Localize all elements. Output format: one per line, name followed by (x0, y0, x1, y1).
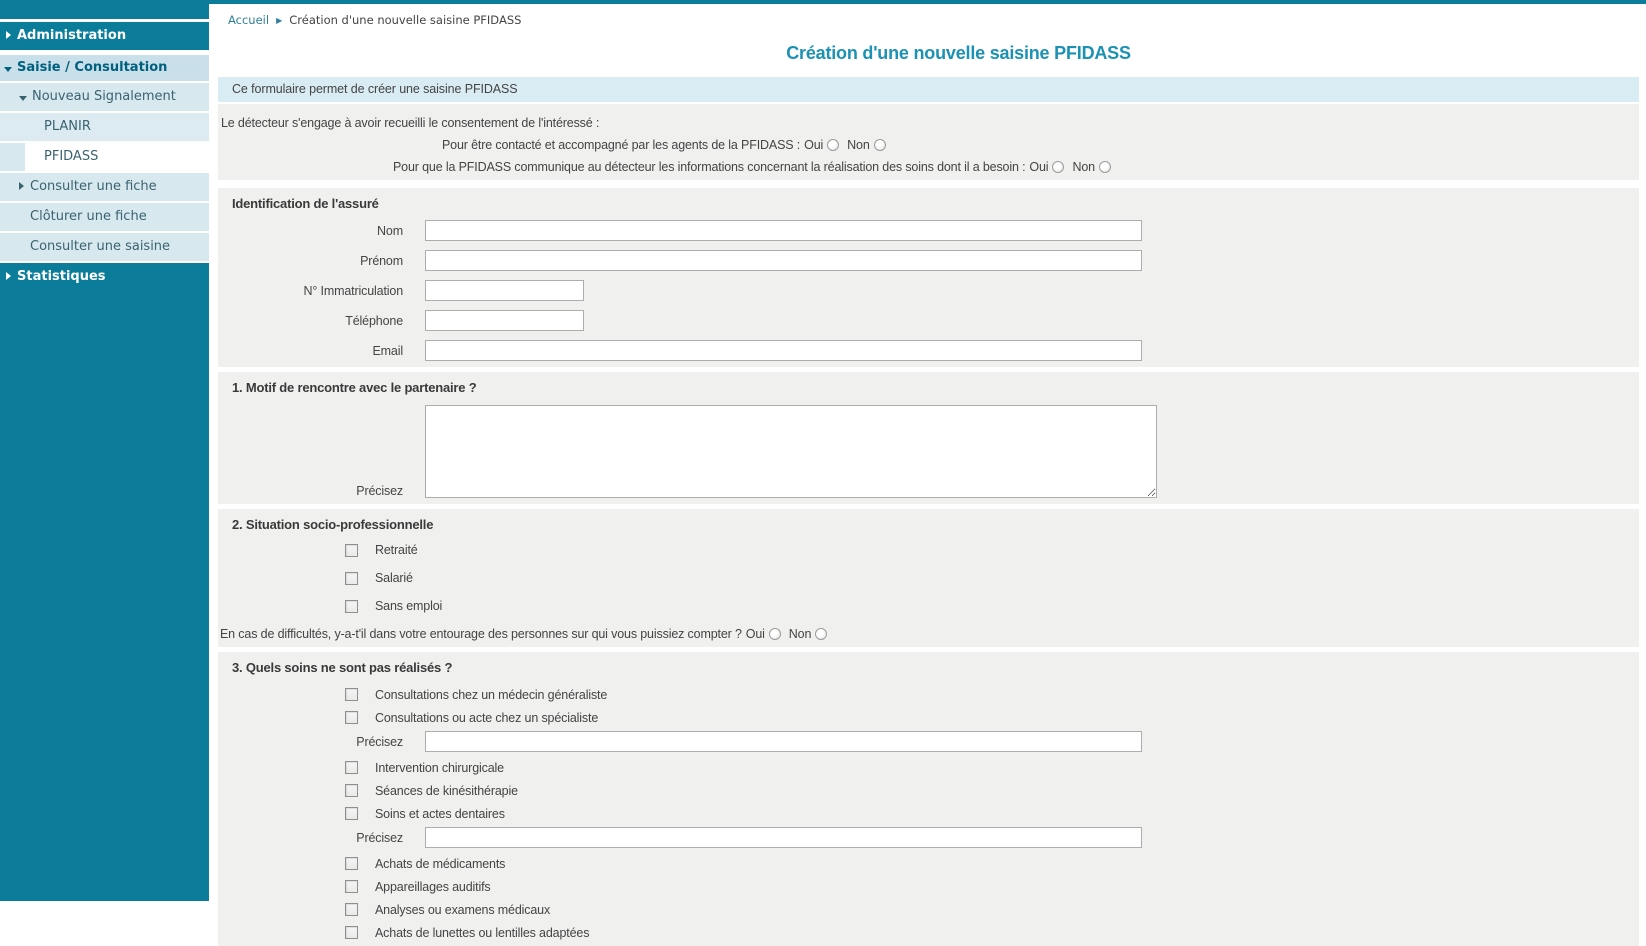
chevron-down-icon (19, 96, 27, 101)
specialiste-checkbox[interactable] (345, 711, 358, 724)
sidebar-item-consulter-une-fiche[interactable]: Consulter une fiche (0, 173, 209, 201)
breadcrumb-separator-icon: ▶ (276, 16, 283, 25)
non-label: Non (847, 138, 870, 152)
precisez-row-dentaires (218, 827, 1639, 848)
chevron-right-icon (19, 182, 24, 190)
situation-section (218, 509, 1639, 647)
sidebar-header-block (0, 4, 209, 22)
email-label: Email (372, 343, 403, 358)
generaliste-checkbox[interactable] (345, 688, 358, 701)
salarie-label: Salarié (375, 571, 413, 585)
dentaires-checkbox[interactable] (345, 807, 358, 820)
consent-line-contact (218, 138, 1639, 152)
sidebar-item-planir[interactable]: PLANIR (0, 113, 209, 141)
lunettes-label: Achats de lunettes ou lentilles adaptées (375, 925, 590, 940)
page-title: Création d'une nouvelle saisine PFIDASS (786, 43, 1131, 63)
consent-line-contact-text: Pour être contacté et accompagné par les agents de la PFIDASS : (442, 138, 801, 152)
analyses-label: Analyses ou examens médicaux (375, 902, 551, 917)
checkbox-row-analyses (218, 902, 1639, 917)
nom-field[interactable] (425, 220, 1142, 241)
field-row-nom (218, 220, 1639, 241)
breadcrumb (218, 4, 1639, 27)
motif-textarea-row (218, 405, 1639, 498)
chevron-right-icon (6, 272, 11, 280)
sidebar-filler (0, 291, 209, 901)
entourage-question (218, 626, 1639, 641)
info-banner: Ce formulaire permet de créer une saisine PFIDASS (218, 77, 1639, 102)
lunettes-checkbox[interactable] (345, 926, 358, 939)
main-content (218, 4, 1639, 940)
consent-line-communication (218, 160, 1639, 174)
sans-emploi-label: Sans emploi (375, 599, 443, 613)
motif-header: 1. Motif de rencontre avec le partenaire ? (232, 380, 477, 395)
motif-textarea[interactable] (425, 405, 1157, 498)
checkbox-row-retraite (218, 542, 1639, 558)
field-row-email (218, 340, 1639, 361)
specialiste-label: Consultations ou acte chez un spécialiste (375, 710, 599, 725)
sidebar-item-pfidass-row (0, 143, 209, 171)
soins-header: 3. Quels soins ne sont pas réalisés ? (232, 660, 453, 675)
auditifs-checkbox[interactable] (345, 880, 358, 893)
checkbox-row-medicaments (218, 856, 1639, 871)
checkbox-row-dentaires (218, 806, 1639, 821)
identification-section (218, 188, 1639, 367)
sidebar-item-cloturer-une-fiche[interactable]: Clôturer une fiche (0, 203, 209, 231)
prenom-label: Prénom (360, 253, 403, 268)
dentaires-label: Soins et actes dentaires (375, 806, 505, 821)
precisez-label: Précisez (356, 830, 403, 845)
checkbox-row-auditifs (218, 879, 1639, 894)
generaliste-label: Consultations chez un médecin généraliste (375, 687, 608, 702)
chirurgicale-label: Intervention chirurgicale (375, 760, 504, 775)
radio-entourage-oui[interactable] (769, 628, 781, 640)
soins-section (218, 652, 1639, 946)
sans-emploi-checkbox[interactable] (345, 600, 358, 613)
salarie-checkbox[interactable] (345, 572, 358, 585)
radio-communication-non[interactable] (1099, 161, 1111, 173)
telephone-label: Téléphone (345, 313, 403, 328)
oui-label: Oui (1029, 160, 1049, 174)
auditifs-label: Appareillages auditifs (375, 879, 491, 894)
retraite-label: Retraité (375, 543, 418, 557)
sidebar-item-saisie-consultation[interactable]: Saisie / Consultation (0, 55, 209, 81)
checkbox-row-generaliste (218, 687, 1639, 702)
radio-contact-oui[interactable] (827, 139, 839, 151)
chirurgicale-checkbox[interactable] (345, 761, 358, 774)
consent-intro-text: Le détecteur s'engage à avoir recueilli le consentement de l'intéressé : (221, 116, 600, 130)
sidebar (0, 4, 209, 901)
checkbox-row-lunettes (218, 925, 1639, 940)
immatriculation-field[interactable] (425, 280, 584, 301)
sidebar-item-pfidass-selected[interactable]: PFIDASS (25, 143, 209, 171)
field-row-immatriculation (218, 280, 1639, 301)
consent-section (218, 104, 1639, 180)
email-field[interactable] (425, 340, 1142, 361)
telephone-field[interactable] (425, 310, 584, 331)
breadcrumb-home-link[interactable]: Accueil (228, 13, 270, 27)
identification-header: Identification de l'assuré (232, 196, 379, 211)
non-label: Non (788, 626, 812, 641)
breadcrumb-current: Création d'une nouvelle saisine PFIDASS (289, 13, 522, 27)
chevron-down-icon (4, 67, 12, 72)
prenom-field[interactable] (425, 250, 1142, 271)
kinesitherapie-label: Séances de kinésithérapie (375, 783, 518, 798)
analyses-checkbox[interactable] (345, 903, 358, 916)
field-row-telephone (218, 310, 1639, 331)
precisez-label: Précisez (356, 734, 403, 749)
oui-label: Oui (745, 626, 765, 641)
checkbox-row-kinesitherapie (218, 783, 1639, 798)
checkbox-row-salarie (218, 570, 1639, 586)
immatriculation-label: N° Immatriculation (303, 283, 403, 298)
sidebar-item-nouveau-signalement[interactable]: Nouveau Signalement (0, 83, 209, 111)
precisez-dentaires-field[interactable] (425, 827, 1142, 848)
radio-contact-non[interactable] (874, 139, 886, 151)
situation-header: 2. Situation socio-professionnelle (232, 517, 434, 532)
medicaments-checkbox[interactable] (345, 857, 358, 870)
checkbox-row-sans-emploi (218, 598, 1639, 614)
medicaments-label: Achats de médicaments (375, 856, 506, 871)
radio-entourage-non[interactable] (815, 628, 827, 640)
precisez-specialiste-field[interactable] (425, 731, 1142, 752)
sidebar-item-statistiques[interactable]: Statistiques (0, 263, 209, 291)
radio-communication-oui[interactable] (1052, 161, 1064, 173)
consent-line-communication-text: Pour que la PFIDASS communique au détecteur les informations concernant la réalisation des soins dont il a besoin : (393, 160, 1026, 174)
kinesitherapie-checkbox[interactable] (345, 784, 358, 797)
sidebar-item-consulter-une-saisine[interactable]: Consulter une saisine (0, 233, 209, 261)
field-row-prenom (218, 250, 1639, 271)
non-label: Non (1072, 160, 1095, 174)
sidebar-item-administration[interactable]: Administration (0, 22, 209, 50)
checkbox-row-chirurgicale (218, 760, 1639, 775)
nom-label: Nom (377, 223, 403, 238)
motif-precisez-label: Précisez (356, 484, 403, 498)
retraite-checkbox[interactable] (345, 544, 358, 557)
checkbox-row-specialiste (218, 710, 1639, 725)
entourage-question-text: En cas de difficultés, y-a-t'il dans votre entourage des personnes sur qui vous puissiez compter ? (220, 626, 742, 641)
oui-label: Oui (804, 138, 824, 152)
chevron-right-icon (6, 31, 11, 39)
motif-section (218, 372, 1639, 504)
precisez-row-specialiste (218, 731, 1639, 752)
